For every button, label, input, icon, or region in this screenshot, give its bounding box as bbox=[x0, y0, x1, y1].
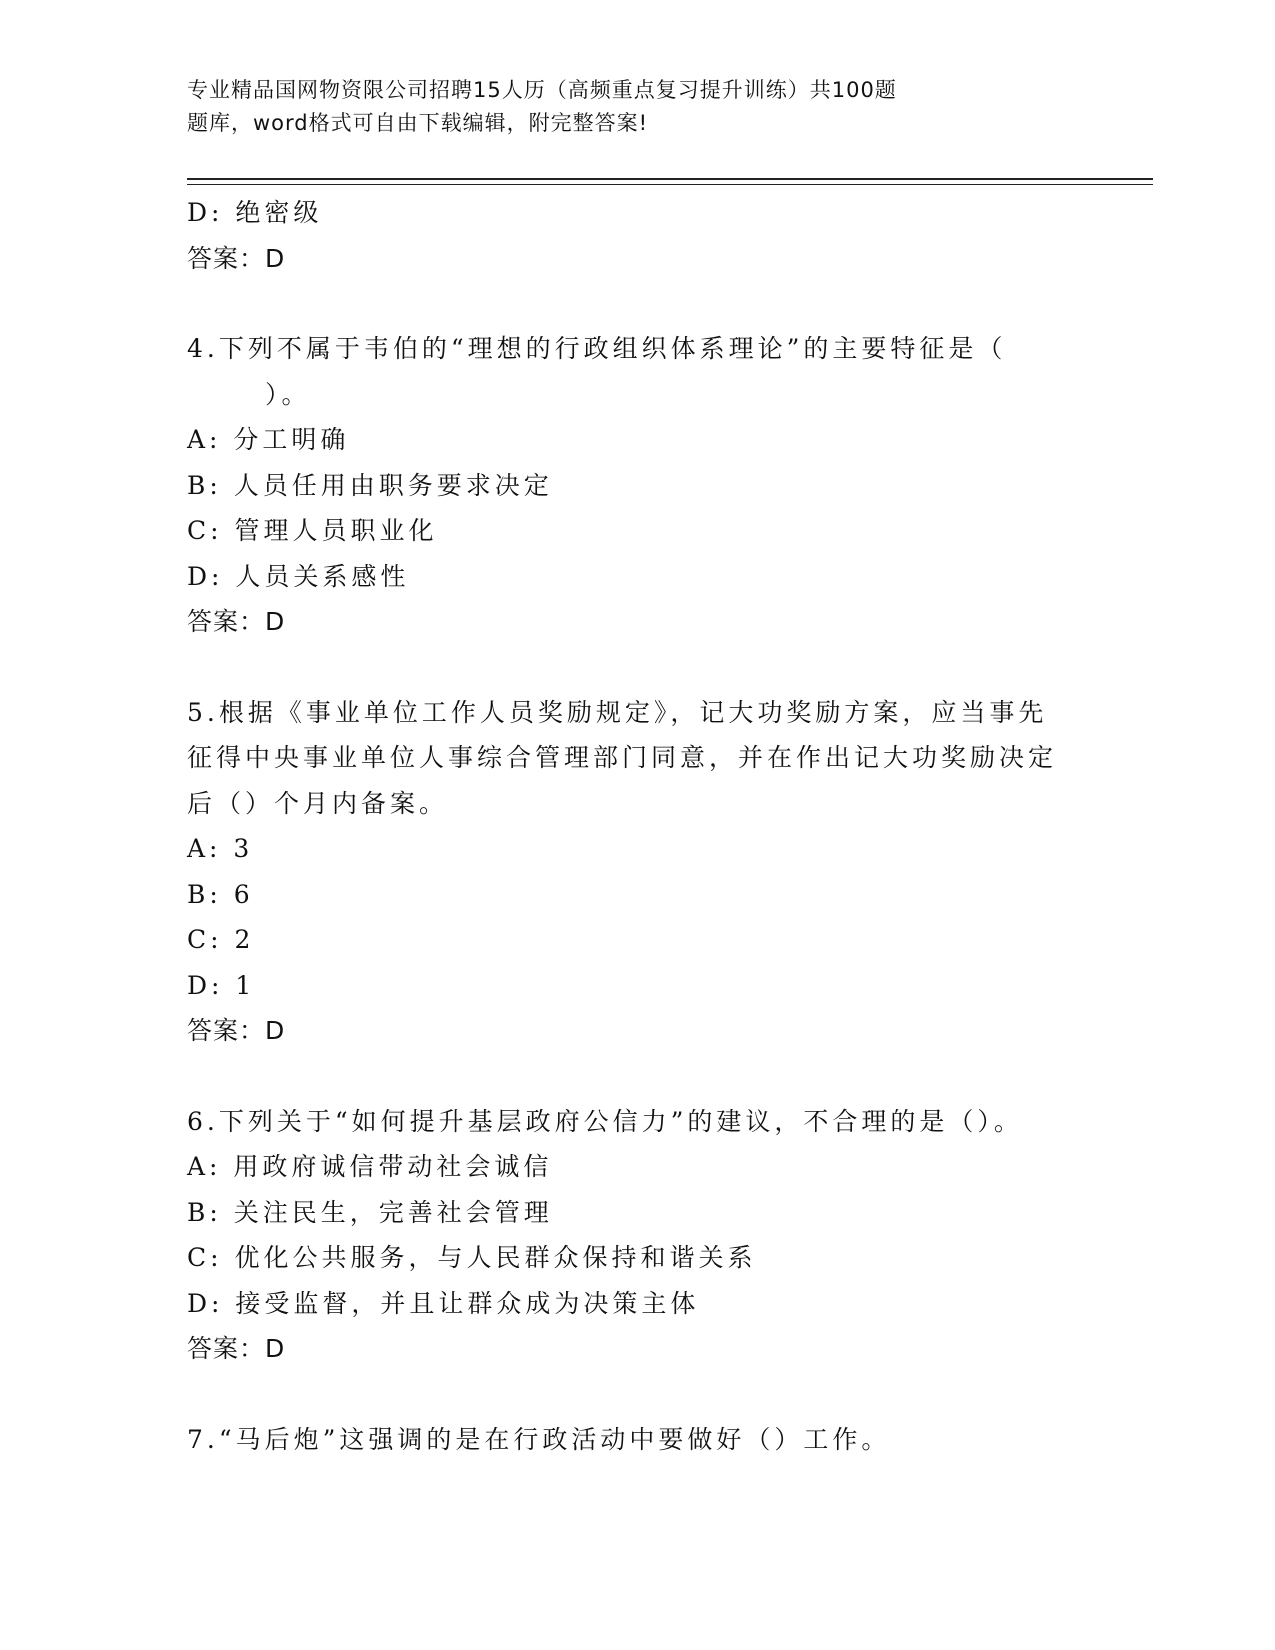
option-b: B: 关注民生，完善社会管理 bbox=[187, 1197, 553, 1227]
question-text-line-1: 6.下列关于“如何提升基层政府公信力”的建议，不合理的是（）。 bbox=[187, 1106, 1023, 1136]
option-d: D: 人员关系感性 bbox=[187, 561, 410, 591]
question-list bbox=[187, 190, 1067, 1462]
previous-question-tail bbox=[187, 190, 1067, 281]
spacer bbox=[187, 1372, 1067, 1417]
option-a: A: 用政府诚信带动社会诚信 bbox=[187, 1152, 553, 1181]
answer-line: 答案：D bbox=[187, 1016, 286, 1045]
option-c: C: 优化公共服务，与人民群众保持和谐关系 bbox=[187, 1243, 757, 1272]
question-6 bbox=[187, 1099, 1067, 1372]
option-d: D: 1 bbox=[187, 970, 256, 1000]
header-rule-thin bbox=[187, 184, 1153, 185]
option-c: C: 管理人员职业化 bbox=[187, 516, 438, 545]
question-text-line-1: 7.“马后炮”这强调的是在行政活动中要做好（）工作。 bbox=[187, 1424, 891, 1454]
header-line-1: 专业精品国网物资限公司招聘15人历（高频重点复习提升训练）共100题 bbox=[187, 78, 897, 102]
question-text-line-1: 5.根据《事业单位工作人员奖励规定》，记大功奖励方案，应当事先 bbox=[187, 697, 1048, 727]
header-line-2: 题库，word格式可自由下载编辑，附完整答案! bbox=[187, 111, 649, 135]
question-4 bbox=[187, 326, 1067, 645]
question-text-line-3: 后（）个月内备案。 bbox=[187, 788, 449, 818]
option-d: D: 绝密级 bbox=[187, 198, 323, 227]
spacer bbox=[187, 281, 1067, 326]
option-c: C: 2 bbox=[187, 925, 255, 954]
spacer bbox=[187, 1054, 1067, 1099]
question-5 bbox=[187, 690, 1067, 1054]
answer-line: 答案：D bbox=[187, 607, 286, 636]
question-text-line-1: 4.下列不属于韦伯的“理想的行政组织体系理论”的主要特征是（ bbox=[187, 334, 1007, 363]
question-text-line-2: 征得中央事业单位人事综合管理部门同意，并在作出记大功奖励决定 bbox=[187, 743, 1058, 772]
question-text-line-2: ）。 bbox=[265, 379, 311, 409]
answer-line: 答案：D bbox=[187, 243, 286, 273]
option-b: B: 人员任用由职务要求决定 bbox=[187, 470, 553, 500]
header-rule-thick bbox=[187, 178, 1153, 180]
question-7 bbox=[187, 1417, 1067, 1463]
option-b: B: 6 bbox=[187, 879, 254, 909]
option-a: A: 分工明确 bbox=[187, 425, 350, 454]
option-d: D: 接受监督，并且让群众成为决策主体 bbox=[187, 1288, 700, 1318]
option-a: A: 3 bbox=[187, 834, 254, 863]
document-header bbox=[187, 74, 1007, 140]
spacer bbox=[187, 645, 1067, 690]
answer-line: 答案：D bbox=[187, 1334, 286, 1363]
